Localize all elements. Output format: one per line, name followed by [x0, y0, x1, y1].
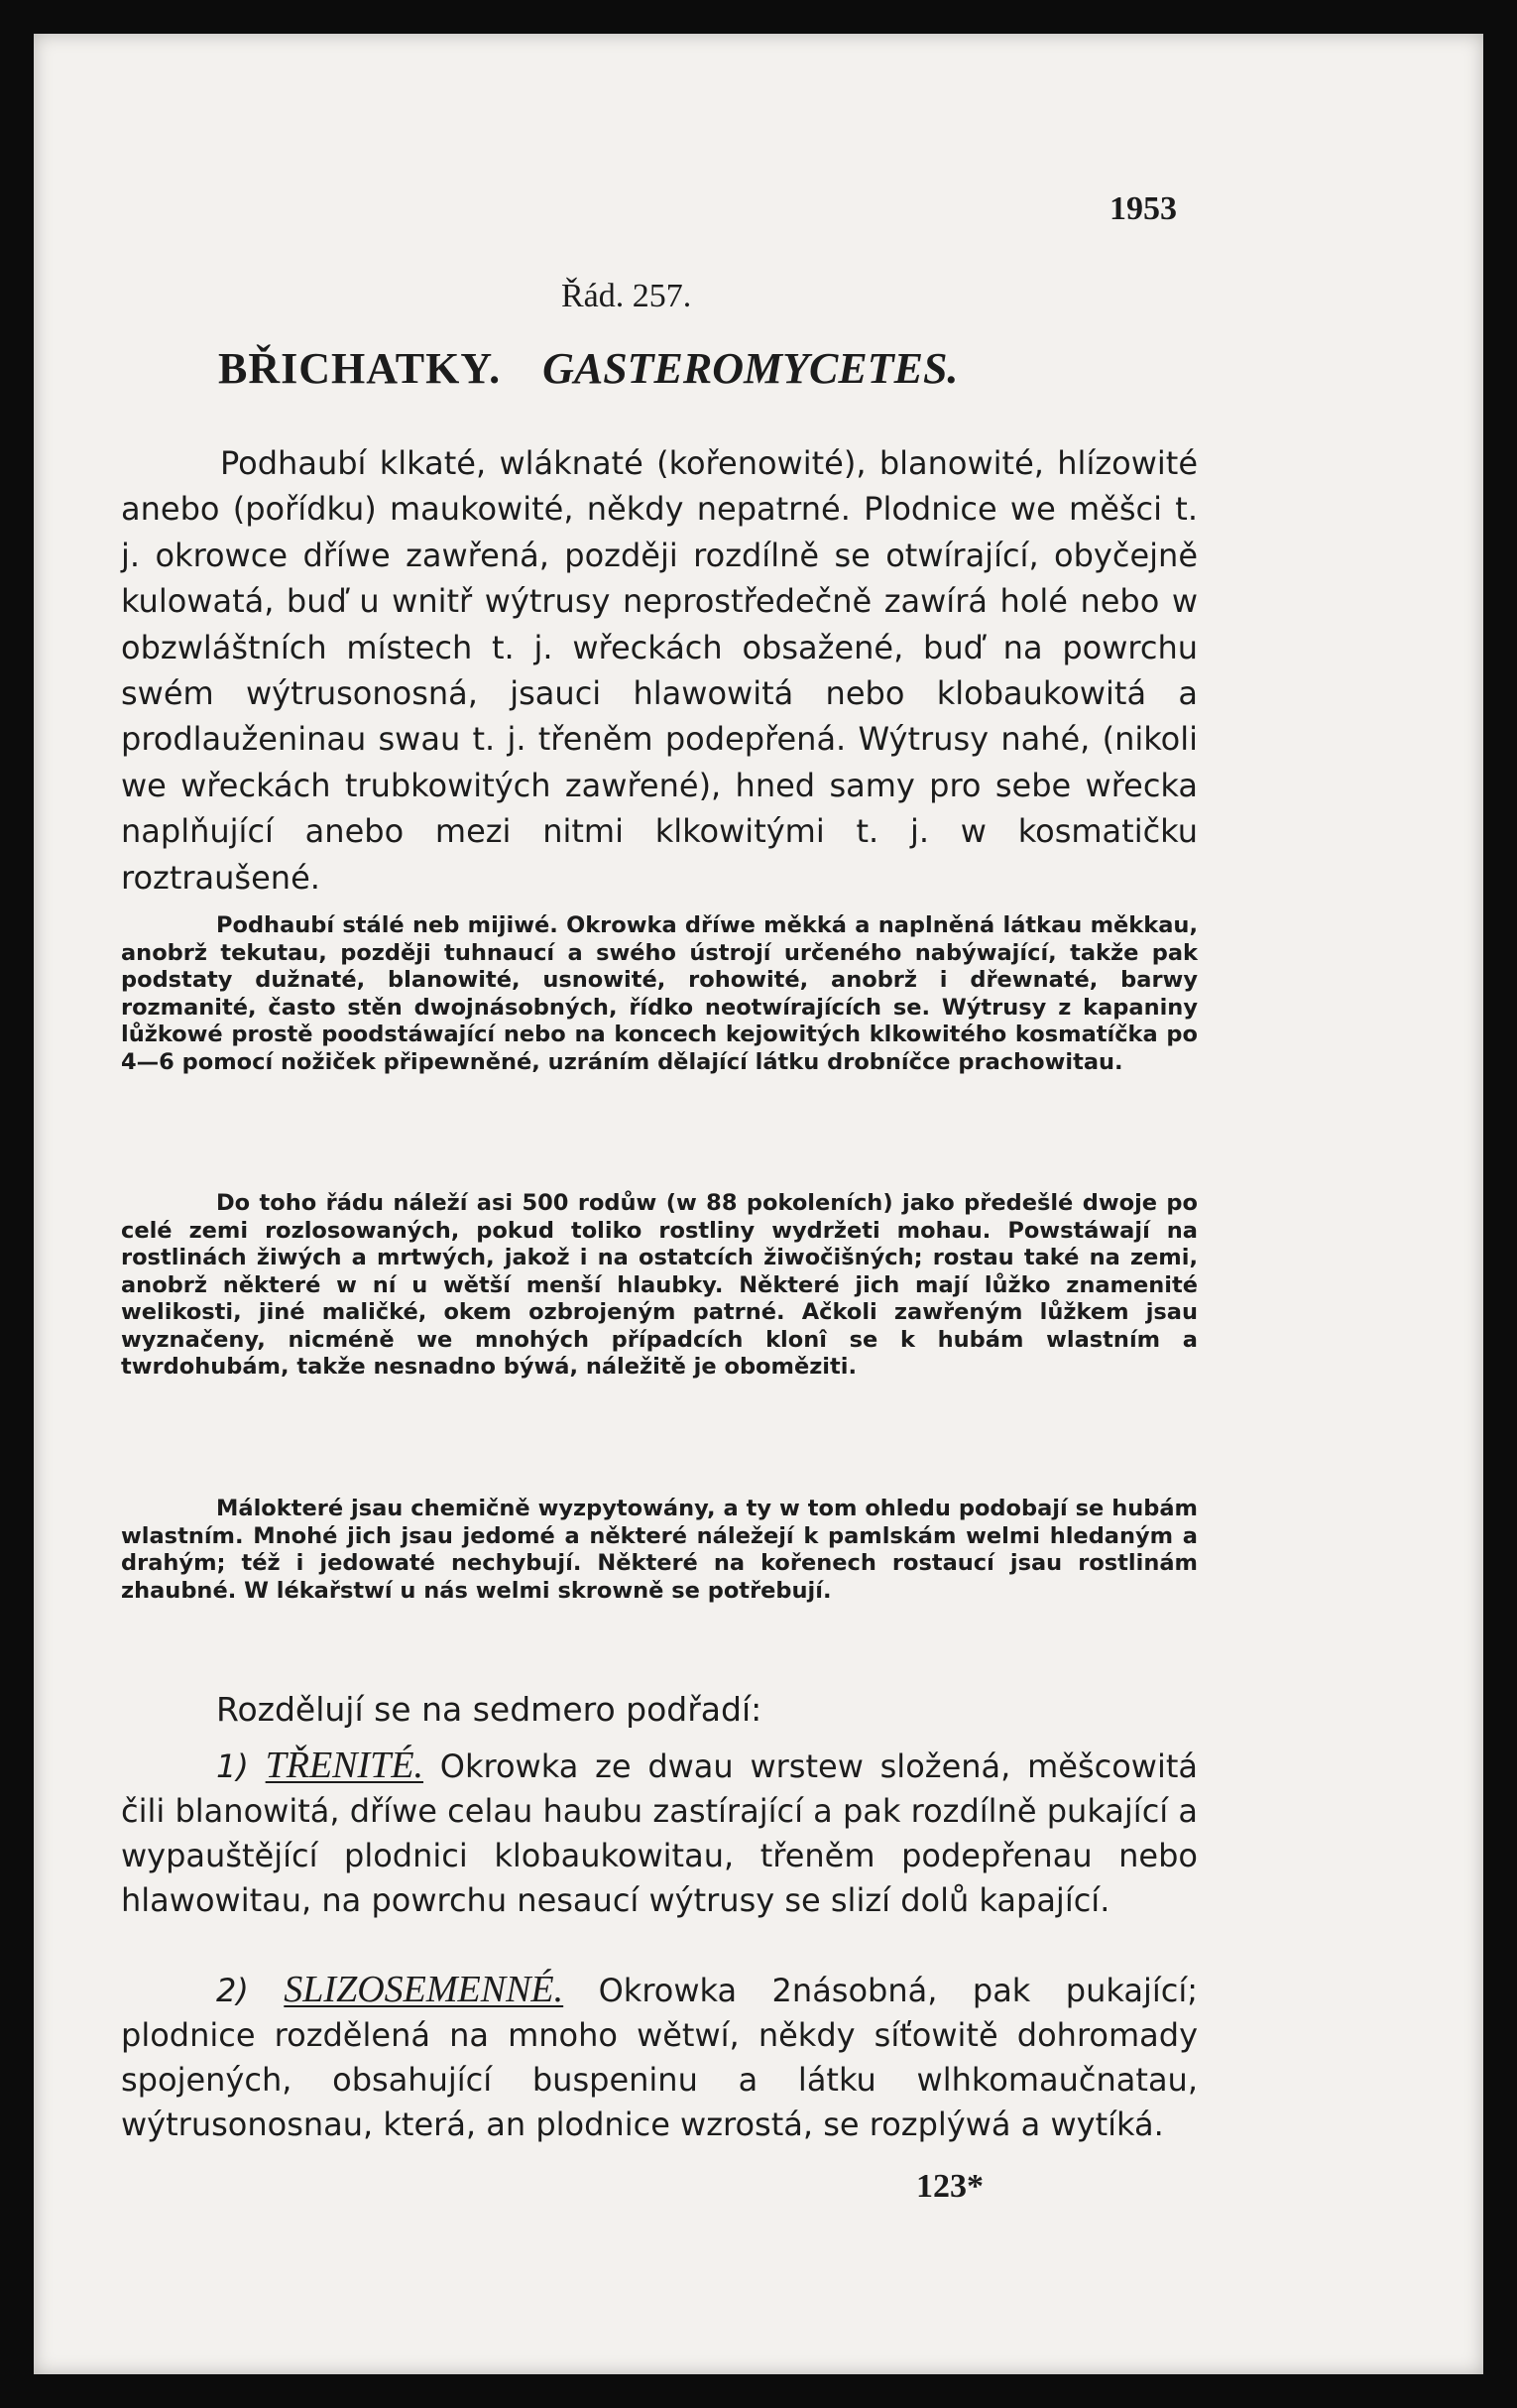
title-czech: BŘICHATKY. [218, 344, 502, 393]
paragraph-distribution: Do toho řádu náleží asi 500 rodůw (w 88 pokoleních) jako předešlé dwoje po celé zemi rozlosowaných, pokud toliko rostliny wydržeti mohau. Powstáwají na rostlinách žiwých a mrtwých, jakož i na ostatcích žiwočišných; rostau také na zemi, anobrž některé w ní u wětší menší hlaubky. Některé jich mají lůžko znamenité welikosti, jiné maličké, okem ozbrojeným patrné. Ačkoli zawřeným lůžkem jsau wyznačeny, nicméně we mnohých případcích klonî se k hubám wlastním a twrdohubám, takže nesnadno býwá, náležitě je oboměziti. [121, 1190, 1198, 1380]
paragraph-description: Podhaubí klkaté, wláknaté (kořenowité), blanowité, hlízowité anebo (pořídku) maukowité, někdy nepatrné. Plodnice we měšci t. j. okrowce dříwe zawřená, později rozdílně se otwírající, obyčejně kulowatá, buď u wnitř wýtrusy neprostředečně zawírá holé nebo w obzwláštních místech t. j. wřeckách obsažené, buď na powrchu swém wýtrusonosná, jsauci hlawowitá nebo klobaukowitá a prodlauženinau swau t. j. třeněm podepřená. Wýtrusy nahé, (nikoli we wřeckách trubkowitých zawřené), hned samy pro sebe wřecka naplňující anebo mezi nitmi klkowitými t. j. w kosmatičku roztraušené. [121, 444, 1198, 897]
page-number: 1953 [1109, 190, 1177, 227]
suborder-2-name: SLIZOSEMENNÉ. [284, 1969, 564, 2010]
suborder-1 [121, 1744, 1198, 1923]
suborder-1-text: Okrowka ze dwau wrstew složená, měšcowitá čili blanowitá, dříwe celau haubu zastírající a pak rozdílně pukající a wypauštějící plodnici klobaukowitau, třeněm podepřenau nebo hlawowitau, na powrchu nesaucí wýtrusy se slizí dolů kapající. [121, 1747, 1199, 1919]
paragraph-division-heading: Rozdělují se na sedmero podřadí: [216, 1690, 762, 1729]
paragraph-uses: Málokteré jsau chemičně wyzpytowány, a ty w tom ohledu podobají se hubám wlastním. Mnohé jich jsau jedomé a některé náležejí k pamlskám welmi hledaným a drahým; též i jedowaté nechybují. Některé na kořenech rostaucí jsau rostlinám zhaubné. W lékařstwí u nás welmi skrowně se potřebují. [121, 1496, 1198, 1604]
order-label: Řád. 257. [561, 278, 692, 314]
suborder-2 [121, 1968, 1198, 2147]
paragraph-morphology: Podhaubí stálé neb mijiwé. Okrowka dříwe měkká a naplněná látkau měkkau, anobrž tekutau, později tuhnaucí a swého ústrojí určeného nabýwající, takže pak podstaty dužnaté, blanowité, usnowité, rohowité, anobrž i dřewnaté, barwy rozmanité, často stěn dwojnásobných, řídko neotwírajících se. Wýtrusy z kapaniny lůžkowé prostě poodstáwající nebo na koncech kejowitých klkowitého kosmatíčka po 4—6 pomocí nožiček připewněné, uzráním dělající látku drobníčce prachowitau. [121, 912, 1198, 1075]
suborder-2-number: 2) [216, 1972, 249, 2009]
suborder-2-text: Okrowka 2násobná, pak pukající; plodnice rozdělená na mnoho wětwí, někdy síťowitě dohromady spojených, obsahující buspeninu a látku wlhkomaučnatau, wýtrusonosnau, která, an plodnice wzrostá, se rozplýwá a wytíká. [121, 1972, 1199, 2143]
book-page [34, 34, 1483, 2374]
title-latin: GASTEROMYCETES. [542, 344, 959, 393]
page-title [218, 343, 958, 394]
suborder-1-name: TŘENITÉ. [265, 1745, 424, 1786]
suborder-1-number: 1) [216, 1747, 249, 1785]
printer-signature: 123* [916, 2168, 984, 2205]
